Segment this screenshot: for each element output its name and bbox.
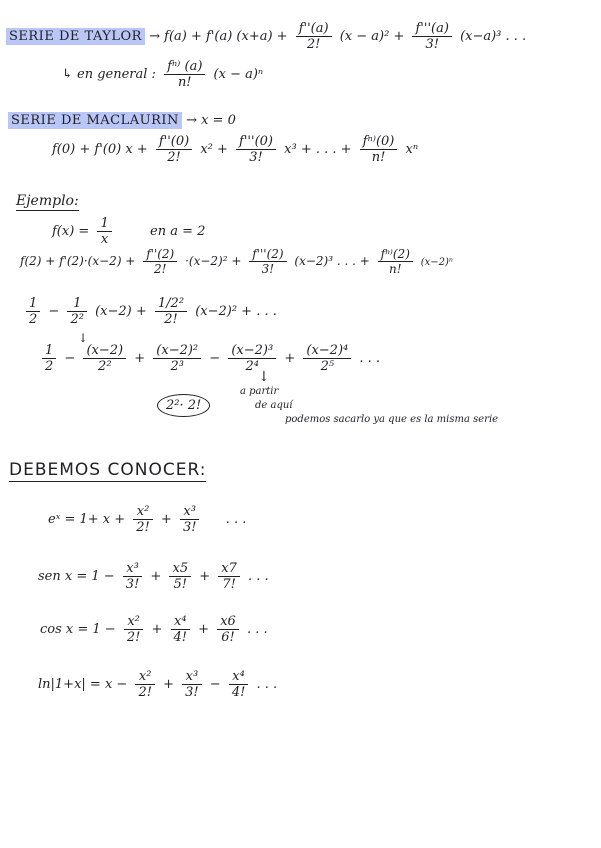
ln-lhs: ln|1+x| = x −	[38, 677, 128, 692]
ln-op1: +	[163, 677, 174, 692]
example-l3-op2: +	[134, 351, 146, 366]
note-line-3: podemos sacarlo ya que es la misma serie	[285, 414, 499, 425]
cos-term1: $\frac{\text{x²}}{2!}$	[124, 615, 144, 644]
taylor-general-line	[62, 60, 263, 89]
cos-lhs: cos x = 1 −	[40, 622, 116, 637]
example-l2-c: $\frac{\text{1/2²}}{2!}$	[155, 297, 187, 326]
taylor-term2: $\frac{f''(a)}{2!}$	[296, 22, 332, 51]
example-function	[52, 217, 205, 246]
taylor-title: SERIE DE TAYLOR	[6, 28, 145, 45]
taylor-term2-tail: (x − a)² +	[339, 29, 405, 44]
example-l3-op1: −	[64, 351, 76, 366]
sen-series	[38, 562, 269, 591]
note-line-1: a partir	[240, 386, 279, 397]
example-l1-termn-tail: (x−2)ⁿ	[420, 257, 453, 268]
taylor-term3-tail: (x−a)³ . . .	[460, 29, 527, 44]
sen-lhs: sen x = 1 −	[38, 569, 115, 584]
exp-op: +	[160, 512, 172, 527]
taylor-general-term: $\frac{\text{fⁿ⁾ (a)}}{n!}$	[164, 60, 205, 89]
maclaurin-condition: → x = 0	[186, 113, 236, 128]
debemos-title: DEBEMOS CONOCER:	[9, 460, 207, 480]
example-l2-b: $\frac{1}{\text{2²}}$	[67, 297, 86, 326]
exp-tail: . . .	[225, 512, 247, 527]
cos-series	[40, 615, 268, 644]
cos-tail: . . .	[246, 622, 268, 637]
example-l2-c-tail: (x−2)² + . . .	[195, 304, 277, 319]
example-line1	[20, 248, 453, 275]
sen-term3: $\frac{x7}{7!}$	[218, 562, 240, 591]
down-arrow-note: ↓	[258, 369, 270, 385]
ln-term3: $\frac{\text{x⁴}}{4!}$	[229, 670, 249, 699]
taylor-line	[6, 22, 526, 51]
cos-op1: +	[151, 622, 163, 637]
example-l3-b: $\frac{(x-2)}{\text{2²}}$	[83, 344, 126, 373]
maclaurin-term2: $\frac{f''(0)}{2!}$	[156, 135, 192, 164]
maclaurin-term3-tail: x³ + . . . +	[284, 142, 352, 157]
example-l3-op4: +	[284, 351, 296, 366]
example-l1-term3: $\frac{f'''(2)}{3!}$	[249, 248, 286, 275]
example-line3	[38, 344, 380, 373]
sen-term1: $\frac{\text{x³}}{3!}$	[123, 562, 143, 591]
ln-term2: $\frac{\text{x³}}{3!}$	[182, 670, 202, 699]
maclaurin-term2-tail: x² +	[200, 142, 228, 157]
example-l3-op3: −	[209, 351, 221, 366]
example-label: Ejemplo:	[16, 193, 79, 209]
example-line2	[22, 297, 277, 326]
example-function-lhs: f(x) =	[52, 224, 90, 239]
example-l3-d: $\frac{\text{(x−2)³}}{\text{2⁴}}$	[228, 344, 276, 373]
ln-tail: . . .	[256, 677, 278, 692]
note-line-2: de aquí	[255, 400, 293, 411]
ln-series	[38, 670, 277, 699]
example-l3-e: $\frac{\text{(x−2)⁴}}{\text{2⁵}}$	[303, 344, 351, 373]
maclaurin-title-line	[8, 114, 236, 127]
example-at: en a = 2	[150, 224, 206, 239]
maclaurin-term3: $\frac{f'''(0)}{3!}$	[236, 135, 276, 164]
example-l3-tail: . . .	[359, 351, 381, 366]
exp-term3: $\frac{\text{x³}}{3!}$	[180, 505, 200, 534]
cos-term3: $\frac{x6}{6!}$	[217, 615, 239, 644]
example-l2-a: $\frac{1}{2}$	[26, 297, 40, 326]
maclaurin-termn: $\frac{\text{fⁿ⁾(0)}}{n!}$	[360, 135, 398, 164]
example-l1-lead: f(2) + f'(2)·(x−2) +	[20, 254, 136, 268]
ln-op2: −	[209, 677, 221, 692]
maclaurin-formula	[52, 135, 418, 164]
example-l1-term2-tail: ·(x−2)² +	[185, 254, 242, 268]
taylor-general-tail: (x − a)ⁿ	[213, 67, 264, 82]
example-l1-term2: $\frac{f''(2)}{2!}$	[143, 248, 177, 275]
sen-tail: . . .	[248, 569, 269, 584]
example-l2-b-tail: (x−2) +	[95, 304, 147, 319]
exp-series	[48, 505, 246, 534]
example-l2-op1: −	[48, 304, 60, 319]
example-l1-termn: $\frac{\text{fⁿ⁾(2)}}{n!}$	[378, 248, 413, 275]
maclaurin-termn-tail: xⁿ	[405, 142, 419, 157]
maclaurin-title: SERIE DE MACLAURIN	[8, 112, 182, 129]
down-arrow-small: ↓	[78, 331, 89, 345]
sen-op1: +	[150, 569, 162, 584]
exp-term2: $\frac{\text{x²}}{2!}$	[133, 505, 153, 534]
taylor-lead: f(a) + f'(a) (x+a) +	[164, 29, 288, 44]
cos-term2: $\frac{\text{x⁴}}{4!}$	[171, 615, 191, 644]
taylor-term3: $\frac{f'''(a)}{3!}$	[412, 22, 451, 51]
sen-op2: +	[199, 569, 211, 584]
example-l3-a: $\frac{1}{2}$	[42, 344, 56, 373]
circled-denominator: 2²· 2!	[157, 394, 210, 417]
taylor-general-label: ↳ en general :	[62, 67, 156, 82]
example-l3-c: $\frac{\text{(x−2)²}}{\text{2³}}$	[153, 344, 201, 373]
ln-term1: $\frac{\text{x²}}{2!}$	[135, 670, 155, 699]
example-function-frac: $\frac{1}{x}$	[97, 217, 111, 246]
maclaurin-lead: f(0) + f'(0) x +	[52, 142, 148, 157]
sen-term2: $\frac{x5}{5!}$	[169, 562, 191, 591]
taylor-arrow: →	[149, 29, 161, 44]
cos-op2: +	[198, 622, 210, 637]
example-l1-term3-tail: (x−2)³ . . . +	[294, 254, 370, 268]
exp-lhs: eˣ = 1+ x +	[48, 512, 126, 527]
